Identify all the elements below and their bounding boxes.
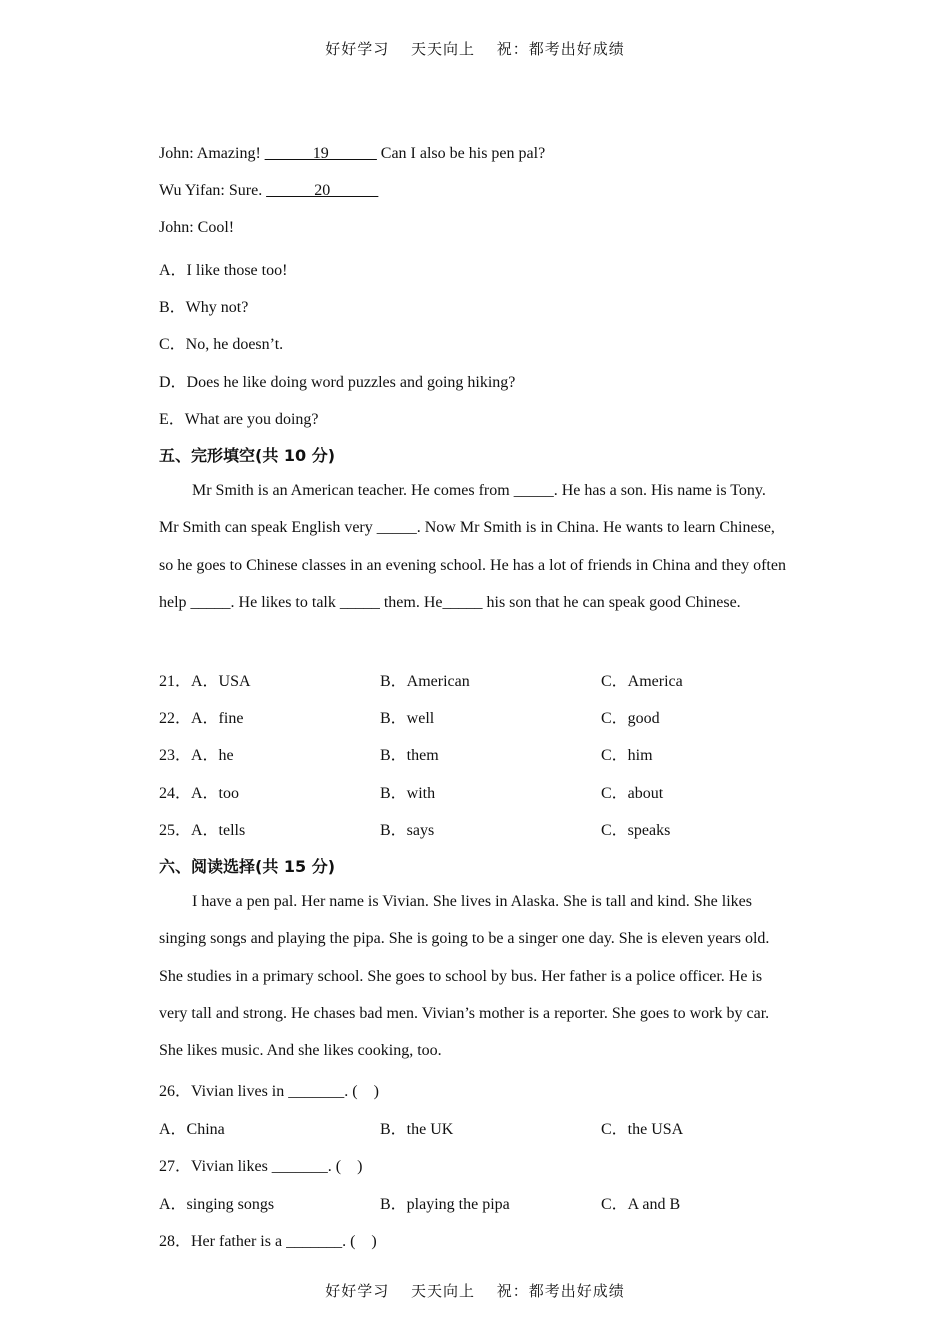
q27-option-b: B．playing the pipa: [380, 1196, 510, 1213]
q25-option-c: C．speaks: [601, 822, 671, 839]
q23-option-a: 23．A．he: [159, 747, 234, 764]
q25-option-a: 25．A．tells: [159, 822, 246, 839]
q26-option-b: B．the UK: [380, 1121, 454, 1138]
footer-motto-3: 祝：都考出好成绩: [496, 1282, 625, 1300]
q21-option-b: B．American: [380, 673, 470, 690]
section-6-title: 六、阅读选择(共 15 分): [159, 857, 336, 876]
dialogue-option-e: E．What are you doing?: [159, 411, 319, 428]
q21-option-a: 21．A．USA: [159, 673, 251, 690]
dialogue-line-wu: Wu Yifan: Sure. ______20______: [159, 182, 379, 199]
section-5-passage: Mr Smith is an American teacher. He comes from _____. He has a son. His name is Tony. Mr Smith can speak English very _____. Now Mr Smith is in China. He wants to learn Chinese, so he goes to Chinese classes in an evening school. He has a lot of friends in China and they often help _____. He likes to talk _____ them. He_____ his son that he can speak good Chinese.: [159, 482, 786, 611]
question-26: 26．Vivian lives in _______. ( ): [159, 1083, 379, 1100]
section-5-title: 五、完形填空(共 10 分): [159, 446, 336, 465]
dialogue-option-c: C．No, he doesn’t.: [159, 336, 284, 353]
q21-option-c: C．America: [601, 673, 683, 690]
q25-option-b: B．says: [380, 822, 435, 839]
footer-motto-2: 天天向上: [410, 1282, 475, 1300]
dialogue-option-d: D．Does he like doing word puzzles and going hiking?: [159, 374, 516, 391]
q26-option-c: C．the USA: [601, 1121, 684, 1138]
header-motto-1: 好好学习: [325, 40, 390, 58]
q23-option-c: C．him: [601, 747, 653, 764]
q27-option-a: A．singing songs: [159, 1196, 275, 1213]
page-header: [0, 38, 950, 59]
header-motto-2: 天天向上: [410, 40, 475, 58]
dialogue-line-john-1: John: Amazing! ______19______ Can I also be his pen pal?: [159, 145, 546, 162]
question-28: 28．Her father is a _______. ( ): [159, 1233, 377, 1250]
dialogue-option-a: A．I like those too!: [159, 262, 288, 279]
footer-motto-1: 好好学习: [325, 1282, 390, 1300]
q22-option-c: C．good: [601, 710, 660, 727]
q24-option-b: B．with: [380, 785, 436, 802]
blank-19: ______19______: [264, 145, 377, 162]
section-6-passage: I have a pen pal. Her name is Vivian. She lives in Alaska. She is tall and kind. She likes singing songs and playing the pipa. She is going to be a singer one day. She is eleven years old. She studies in a primary school. She goes to school by bus. Her father is a police officer. He is very tall and strong. He chases bad men. Vivian’s mother is a reporter. She goes to work by car. She likes music. And she likes cooking, too.: [159, 893, 770, 1060]
q22-option-b: B．well: [380, 710, 435, 727]
q22-option-a: 22．A．fine: [159, 710, 244, 727]
question-27: 27．Vivian likes _______. ( ): [159, 1158, 363, 1175]
q27-option-c: C．A and B: [601, 1196, 681, 1213]
q23-option-b: B．them: [380, 747, 439, 764]
dialogue-option-b: B．Why not?: [159, 299, 249, 316]
dialogue-line-john-2: John: Cool!: [159, 219, 235, 236]
q24-option-a: 24．A．too: [159, 785, 240, 802]
page-footer: [0, 1280, 950, 1301]
q26-option-a: A．China: [159, 1121, 225, 1138]
header-motto-3: 祝：都考出好成绩: [496, 40, 625, 58]
q24-option-c: C．about: [601, 785, 664, 802]
blank-20: ______20______: [266, 182, 379, 199]
